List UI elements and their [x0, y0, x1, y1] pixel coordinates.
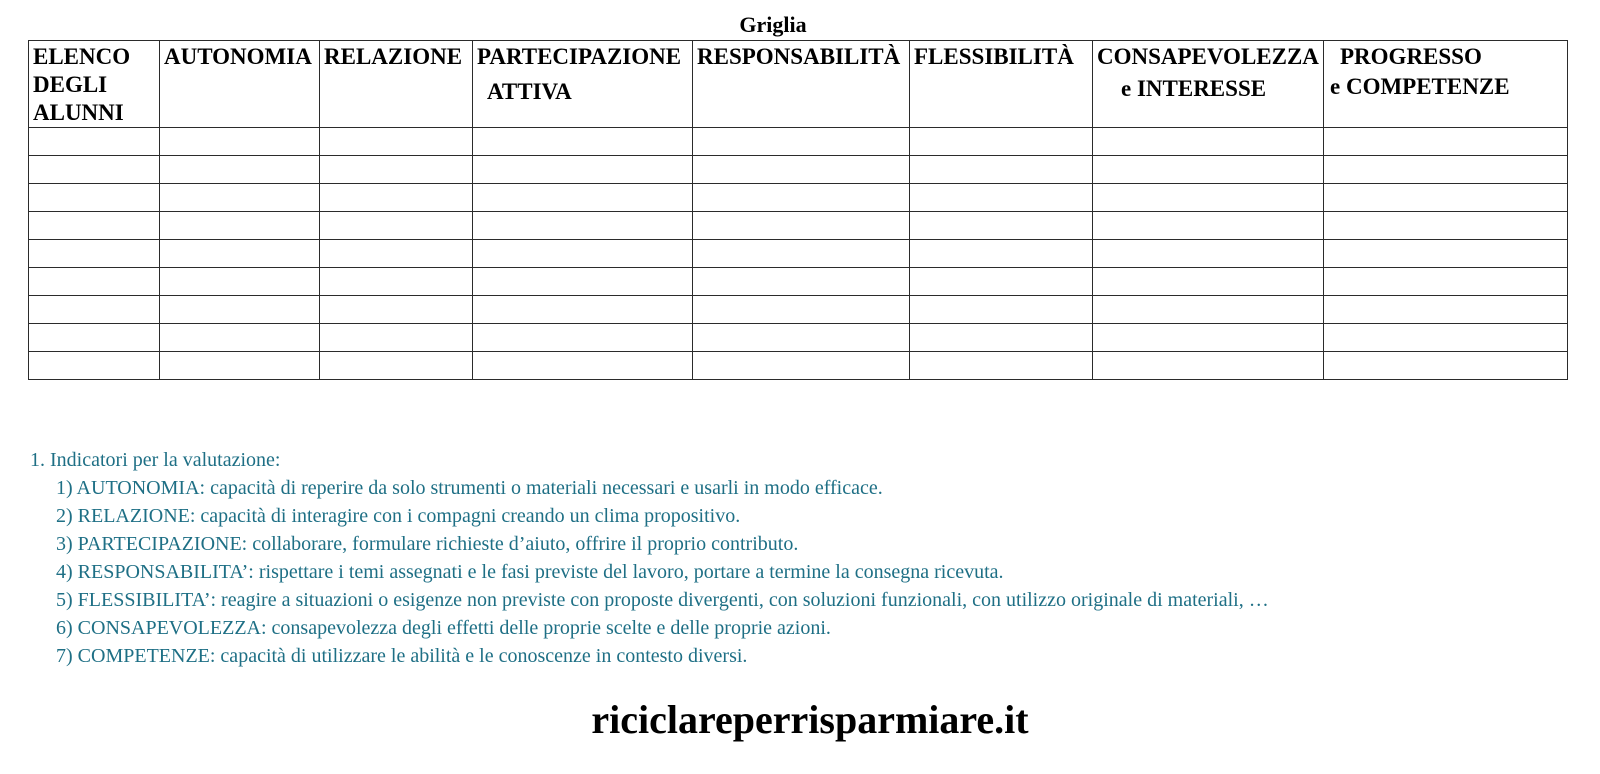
header-responsabilita [693, 41, 910, 128]
header-line: ATTIVA [487, 79, 572, 104]
table-cell[interactable] [473, 324, 693, 352]
table-cell[interactable] [29, 184, 160, 212]
table-cell[interactable] [693, 268, 910, 296]
legend-item: 2) RELAZIONE: capacità di interagire con i compagni creando un clima propositivo. [56, 505, 741, 527]
legend-item: 6) CONSAPEVOLEZZA: consapevolezza degli effetti delle proprie scelte e delle proprie azioni. [56, 617, 831, 639]
header-relazione [320, 41, 473, 128]
page-title [0, 12, 1600, 38]
header-line: e COMPETENZE [1330, 74, 1510, 99]
table-cell[interactable] [910, 352, 1093, 380]
table-cell[interactable] [910, 324, 1093, 352]
header-line: DEGLI [33, 72, 108, 97]
table-cell[interactable] [320, 240, 473, 268]
header-line: PROGRESSO [1340, 44, 1482, 69]
table-cell[interactable] [29, 352, 160, 380]
header-line: PARTECIPAZIONE [477, 44, 682, 69]
table-cell[interactable] [693, 296, 910, 324]
evaluation-indicators-legend [30, 446, 1269, 670]
header-line: CONSAPEVOLEZZA [1097, 44, 1319, 69]
header-line: FLESSIBILITÀ [914, 44, 1074, 69]
table-cell[interactable] [473, 184, 693, 212]
table-row [29, 128, 1568, 156]
table-cell[interactable] [1324, 324, 1568, 352]
table-row [29, 212, 1568, 240]
table-cell[interactable] [910, 296, 1093, 324]
table-cell[interactable] [1324, 352, 1568, 380]
table-cell[interactable] [1324, 240, 1568, 268]
table-cell[interactable] [1324, 128, 1568, 156]
table-cell[interactable] [160, 268, 320, 296]
header-line: ELENCO [33, 44, 131, 69]
table-row [29, 324, 1568, 352]
header-progresso [1324, 41, 1568, 128]
website-footer [0, 698, 1600, 742]
table-body [29, 128, 1568, 380]
table-cell[interactable] [29, 296, 160, 324]
table-cell[interactable] [1324, 268, 1568, 296]
table-cell[interactable] [1093, 212, 1324, 240]
table-cell[interactable] [320, 296, 473, 324]
title-text: Griglia [739, 12, 807, 37]
header-line: AUTONOMIA [164, 44, 312, 69]
table-cell[interactable] [1093, 128, 1324, 156]
table-cell[interactable] [473, 296, 693, 324]
table-cell[interactable] [910, 128, 1093, 156]
table-cell[interactable] [1093, 324, 1324, 352]
table-cell[interactable] [160, 128, 320, 156]
table-cell[interactable] [29, 156, 160, 184]
table-cell[interactable] [693, 324, 910, 352]
header-consapevolezza [1093, 41, 1324, 128]
table-cell[interactable] [1324, 184, 1568, 212]
table-row [29, 296, 1568, 324]
table-cell[interactable] [160, 324, 320, 352]
table-cell[interactable] [693, 352, 910, 380]
table-cell[interactable] [693, 184, 910, 212]
table-cell[interactable] [1093, 296, 1324, 324]
table-cell[interactable] [320, 184, 473, 212]
table-cell[interactable] [29, 212, 160, 240]
table-cell[interactable] [473, 240, 693, 268]
header-autonomia [160, 41, 320, 128]
legend-item: 1) AUTONOMIA: capacità di reperire da solo strumenti o materiali necessari e usarli in modo efficace. [56, 477, 883, 499]
table-cell[interactable] [29, 268, 160, 296]
legend-item: 7) COMPETENZE: capacità di utilizzare le abilità e le conoscenze in contesto diversi. [56, 645, 748, 667]
table-cell[interactable] [1324, 156, 1568, 184]
header-row [29, 41, 1568, 128]
table-cell[interactable] [910, 156, 1093, 184]
table-cell[interactable] [910, 268, 1093, 296]
header-students-list [29, 41, 160, 128]
header-line: RESPONSABILITÀ [697, 44, 901, 69]
table-cell[interactable] [160, 240, 320, 268]
table-cell[interactable] [29, 128, 160, 156]
legend-heading: 1. Indicatori per la valutazione: [30, 449, 281, 471]
table-row [29, 268, 1568, 296]
table-cell[interactable] [1324, 212, 1568, 240]
table-row [29, 156, 1568, 184]
table-cell[interactable] [1093, 240, 1324, 268]
table-cell[interactable] [160, 352, 320, 380]
legend-item: 3) PARTECIPAZIONE: collaborare, formulare richieste d’aiuto, offrire il proprio contributo. [56, 533, 799, 555]
header-partecipazione [473, 41, 693, 128]
table-cell[interactable] [320, 352, 473, 380]
evaluation-grid-table [28, 40, 1568, 380]
header-flessibilita [910, 41, 1093, 128]
table-cell[interactable] [160, 184, 320, 212]
table-cell[interactable] [320, 324, 473, 352]
table-cell[interactable] [320, 156, 473, 184]
table-cell[interactable] [910, 240, 1093, 268]
table-cell[interactable] [160, 212, 320, 240]
table-cell[interactable] [1093, 268, 1324, 296]
website-url: riciclareperrisparmiare.it [591, 697, 1029, 742]
table-cell[interactable] [473, 352, 693, 380]
table-cell[interactable] [29, 240, 160, 268]
table-cell[interactable] [1324, 296, 1568, 324]
table-cell[interactable] [693, 156, 910, 184]
table-cell[interactable] [160, 296, 320, 324]
table-row [29, 240, 1568, 268]
header-line: e INTERESSE [1121, 76, 1267, 101]
table-cell[interactable] [320, 268, 473, 296]
table-cell[interactable] [160, 156, 320, 184]
table-cell[interactable] [320, 128, 473, 156]
table-cell[interactable] [693, 240, 910, 268]
table-cell[interactable] [693, 212, 910, 240]
table-cell[interactable] [1093, 184, 1324, 212]
table-cell[interactable] [320, 212, 473, 240]
table-cell[interactable] [29, 324, 160, 352]
legend-item: 4) RESPONSABILITA’: rispettare i temi assegnati e le fasi previste del lavoro, portare a termine la consegna ricevuta. [56, 561, 1004, 583]
table-cell[interactable] [473, 268, 693, 296]
header-line: ALUNNI [33, 100, 124, 125]
table-cell[interactable] [910, 184, 1093, 212]
table-cell[interactable] [473, 156, 693, 184]
table-cell[interactable] [473, 128, 693, 156]
table-cell[interactable] [473, 212, 693, 240]
table-cell[interactable] [910, 212, 1093, 240]
table-row [29, 184, 1568, 212]
legend-item: 5) FLESSIBILITA’: reagire a situazioni o esigenze non previste con proposte divergenti, con soluzioni funzionali, con utilizzo originale di materiali, … [56, 589, 1269, 611]
table-cell[interactable] [693, 128, 910, 156]
table-cell[interactable] [1093, 352, 1324, 380]
table-row [29, 352, 1568, 380]
header-line: RELAZIONE [324, 44, 463, 69]
table-cell[interactable] [1093, 156, 1324, 184]
